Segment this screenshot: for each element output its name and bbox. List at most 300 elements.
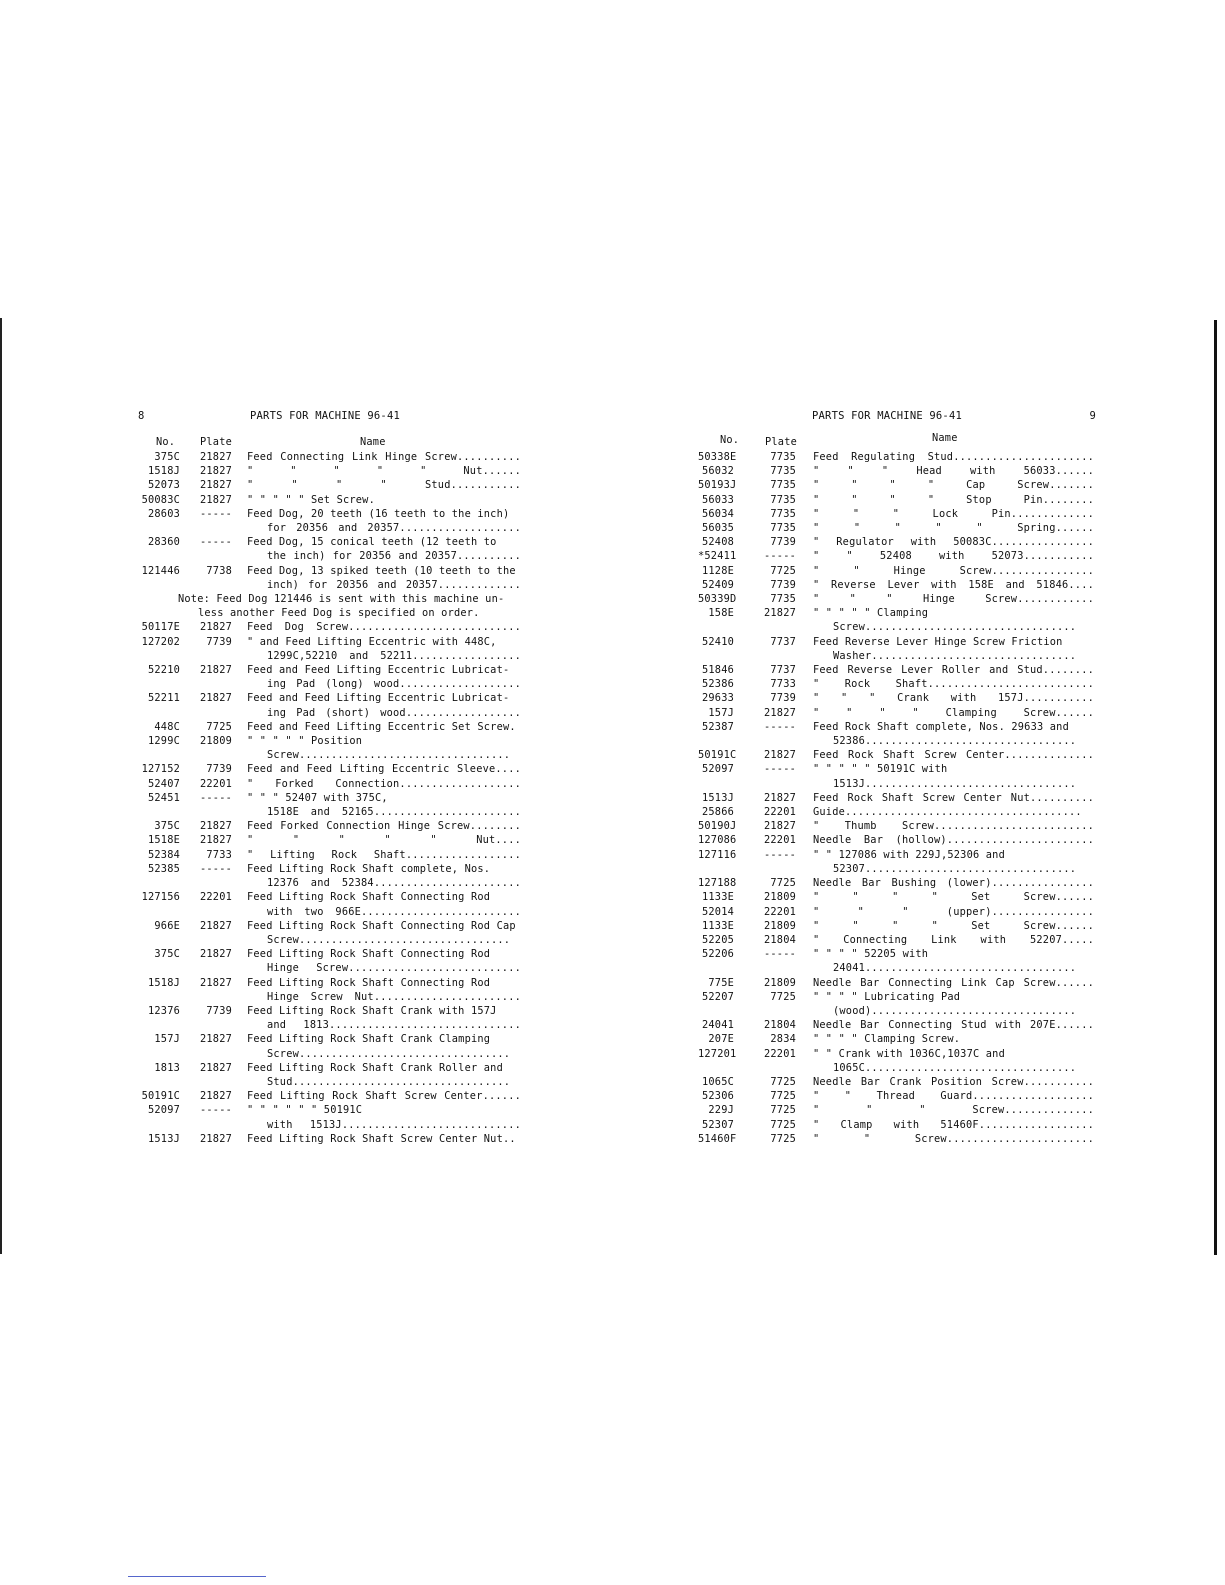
table-row [698, 976, 1096, 990]
table-row [698, 819, 1096, 833]
table-row [138, 1103, 523, 1117]
part-name: " Lifting Rock Shaft.................. [247, 848, 521, 861]
part-name: Needle Bar Connecting Stud with 207E...... [813, 1019, 1094, 1032]
part-number [138, 805, 180, 819]
table-row [138, 976, 523, 990]
part-name: Screw................................. [267, 933, 511, 946]
table-row [698, 606, 1096, 620]
part-name: Washer................................ [833, 649, 1077, 662]
plate-number: 22201 [764, 1047, 796, 1060]
plate-number: 21827 [200, 1033, 232, 1046]
page-title: PARTS FOR MACHINE 96-41 [250, 410, 400, 422]
table-row [138, 620, 523, 634]
part-number: 52385 [148, 862, 180, 875]
part-number: 52210 [148, 664, 180, 677]
part-name: " " " " Clamping Screw...... [813, 706, 1094, 719]
part-number: 127116 [698, 848, 737, 861]
table-row [138, 478, 523, 492]
part-name: Feed Rock Shaft complete, Nos. 29633 and [813, 720, 1069, 733]
table-row [138, 720, 523, 734]
plate-number: 21827 [764, 820, 796, 833]
part-name: " " 127086 with 229J,52306 and [813, 848, 1005, 861]
part-name: " " " Head with 56033...... [813, 465, 1094, 478]
plate-number: 7737 [770, 635, 796, 648]
plate-number: 21827 [200, 834, 232, 847]
table-row [138, 1089, 523, 1103]
part-number: 56033 [702, 493, 734, 506]
page-edge-right [1214, 320, 1217, 1255]
left-page [138, 410, 523, 1146]
table-row-continuation [138, 876, 523, 890]
plate-number [180, 748, 232, 762]
part-name: Feed and Feed Lifting Eccentric Set Screw. [247, 720, 516, 733]
table-row [138, 819, 523, 833]
part-number [698, 649, 734, 663]
table-row [698, 663, 1096, 677]
part-number: 375C [154, 451, 180, 463]
plate-number: 21827 [200, 1132, 232, 1145]
table-row-continuation [698, 649, 1096, 663]
table-row [698, 947, 1096, 961]
part-name: 52307................................. [833, 862, 1077, 875]
part-number: 127086 [698, 834, 737, 847]
part-number [138, 961, 180, 975]
table-row [698, 507, 1096, 521]
part-name: Feed Lifting Rock Shaft Connecting Rod [247, 891, 491, 904]
table-row-continuation [138, 578, 523, 592]
plate-number: 21809 [200, 735, 232, 748]
part-name: " " " " " Clamping [813, 607, 929, 620]
part-name: with 1513J............................ [267, 1118, 521, 1131]
table-row [138, 535, 523, 549]
part-name: " Forked Connection................... [247, 777, 521, 790]
part-name: " " " " Clamping Screw. [813, 1033, 961, 1046]
part-number [138, 933, 180, 947]
part-number: 52451 [148, 791, 180, 804]
col-header-no: No. [720, 434, 740, 446]
plate-number: 7725 [770, 1132, 796, 1145]
part-name: " " " " " Nut...... [247, 465, 521, 478]
plate-number: 7739 [770, 536, 796, 549]
table-row [698, 1118, 1096, 1132]
table-row [698, 1047, 1096, 1061]
part-name: 24041................................. [833, 962, 1077, 975]
part-number: 52407 [148, 777, 180, 790]
col-header-plate: Plate [200, 436, 232, 448]
part-name: Feed Dog, 15 conical teeth (12 teeth to [247, 536, 497, 549]
plate-number: 7733 [770, 678, 796, 691]
part-number [698, 1061, 734, 1075]
table-row [698, 464, 1096, 478]
table-row [138, 691, 523, 705]
part-name: " Clamp with 51460F.................. [813, 1118, 1094, 1131]
part-number: 448C [154, 720, 180, 733]
part-number: 1065C [702, 1075, 734, 1088]
part-name: 1065C................................. [833, 1061, 1077, 1074]
table-row [698, 762, 1096, 776]
plate-number: 7735 [770, 493, 796, 506]
part-name: Feed Lifting Rock Shaft Crank Roller and [247, 1061, 503, 1074]
plate-number: 7739 [770, 692, 796, 705]
part-name: for 20356 and 20357................... [267, 522, 521, 535]
table-row [138, 564, 523, 578]
plate-number: 21827 [200, 976, 232, 989]
plate-number: 7735 [770, 451, 796, 463]
plate-number: 22201 [764, 834, 796, 847]
table-row-continuation [138, 748, 523, 762]
plate-number [180, 961, 232, 975]
part-name: Feed Reverse Lever Roller and Stud........ [813, 664, 1094, 677]
part-name: Feed Lifting Rock Shaft complete, Nos. [247, 862, 491, 875]
part-number: 52073 [148, 479, 180, 492]
table-row [698, 1032, 1096, 1046]
plate-number: 21804 [764, 933, 796, 946]
plate-number: ----- [200, 791, 232, 804]
plate-number [180, 549, 232, 563]
part-name: " " " " Cap Screw....... [813, 479, 1094, 492]
plate-number [180, 677, 232, 691]
part-name: Feed and Feed Lifting Eccentric Sleeve.... [247, 763, 521, 776]
part-number: 375C [154, 820, 180, 833]
table-row [138, 762, 523, 776]
col-header-name: Name [932, 432, 958, 444]
part-name: " " " " " 50191C with [813, 763, 948, 776]
part-name: " " " 52407 with 375C, [247, 791, 388, 804]
table-row-continuation [138, 990, 523, 1004]
plate-number [734, 734, 796, 748]
part-name: Feed Dog, 13 spiked teeth (10 teeth to the [247, 564, 516, 577]
table-row [698, 521, 1096, 535]
plate-number: ----- [200, 1104, 232, 1117]
part-name: Screw................................. [833, 621, 1077, 634]
table-row-continuation [138, 805, 523, 819]
plate-number: 21827 [200, 664, 232, 677]
plate-number: 21827 [764, 749, 796, 762]
part-name: " " " " " Nut.... [247, 834, 521, 847]
table-row [698, 706, 1096, 720]
table-row-continuation [698, 777, 1096, 791]
note-line: Note: Feed Dog 121446 is sent with this machine un- [178, 593, 505, 606]
table-row [138, 862, 523, 876]
part-number: 12376 [148, 1004, 180, 1017]
plate-number: 21827 [764, 706, 796, 719]
part-name: " " " " " " 50191C [247, 1104, 363, 1117]
part-number: 50338E [698, 451, 737, 463]
part-name: 1513J................................. [833, 777, 1077, 790]
table-row [698, 564, 1096, 578]
part-number: 52387 [702, 720, 734, 733]
part-number: 52409 [702, 578, 734, 591]
plate-number [180, 706, 232, 720]
part-number [138, 876, 180, 890]
plate-number: 7735 [770, 522, 796, 535]
table-row [698, 450, 1096, 464]
part-number [138, 578, 180, 592]
part-number: 52014 [702, 905, 734, 918]
part-number: 52306 [702, 1090, 734, 1103]
part-number [698, 734, 734, 748]
table-row [138, 1032, 523, 1046]
part-name: " " " " Set Screw...... [813, 919, 1094, 932]
part-number [698, 1004, 734, 1018]
part-name: Feed and Feed Lifting Eccentric Lubricat- [247, 692, 510, 705]
plate-number: 21827 [200, 479, 232, 492]
part-number [698, 961, 734, 975]
table-row [138, 464, 523, 478]
part-name: ing Pad (long) wood................... [267, 678, 521, 691]
part-name: Feed Lifting Rock Shaft Crank with 157J [247, 1004, 497, 1017]
plate-number [180, 1075, 232, 1089]
table-row [698, 905, 1096, 919]
table-row-continuation [698, 961, 1096, 975]
part-name: " " " " Stop Pin........ [813, 493, 1094, 506]
part-number: 25866 [702, 806, 734, 819]
plate-number: 7725 [770, 1090, 796, 1103]
plate-number: 21827 [200, 1090, 232, 1103]
plate-number: 21827 [200, 948, 232, 961]
part-name: " and Feed Lifting Eccentric with 448C, [247, 635, 497, 648]
part-name: Feed Lifting Rock Shaft Screw Center...... [247, 1090, 521, 1103]
plate-number [180, 1047, 232, 1061]
plate-number: 21827 [200, 919, 232, 932]
part-name: 1518E and 52165....................... [267, 806, 521, 819]
part-name: Needle Bar Crank Position Screw........... [813, 1075, 1094, 1088]
plate-number: 7725 [770, 564, 796, 577]
part-number: 52386 [702, 678, 734, 691]
part-number [698, 862, 734, 876]
part-name: Feed Reverse Lever Hinge Screw Friction [813, 635, 1063, 648]
part-name: Feed Lifting Rock Shaft Connecting Rod Cap [247, 919, 516, 932]
table-row [698, 478, 1096, 492]
part-number [138, 748, 180, 762]
part-name: " Reverse Lever with 158E and 51846.... [813, 578, 1094, 591]
table-row [698, 748, 1096, 762]
part-number: 1518J [148, 976, 180, 989]
table-row [698, 592, 1096, 606]
part-name: Feed Lifting Rock Shaft Crank Clamping [247, 1033, 491, 1046]
part-name: " " " Lock Pin............. [813, 507, 1094, 520]
plate-number: 7735 [770, 465, 796, 478]
table-row [698, 876, 1096, 890]
part-name: Feed Lifting Rock Shaft Connecting Rod [247, 948, 491, 961]
part-name: " " " Crank with 157J........... [813, 692, 1094, 705]
part-number: 966E [154, 919, 180, 932]
table-row [138, 1004, 523, 1018]
part-name: Feed Forked Connection Hinge Screw........ [247, 820, 521, 833]
table-row-continuation [138, 521, 523, 535]
table-row [138, 947, 523, 961]
table-row-continuation [138, 961, 523, 975]
plate-number: 7725 [770, 877, 796, 890]
part-number [138, 1047, 180, 1061]
part-number: 127201 [698, 1047, 737, 1060]
table-row-continuation [138, 1118, 523, 1132]
part-name: Feed Rock Shaft Screw Center Nut.......... [813, 791, 1094, 804]
part-number: 50190J [698, 820, 737, 833]
part-number: 50191C [141, 1090, 180, 1103]
part-name: Feed Dog Screw........................... [247, 621, 521, 634]
note-line: less another Feed Dog is specified on order. [198, 607, 480, 620]
part-name: ing Pad (short) wood.................. [267, 706, 521, 719]
plate-number: 21827 [200, 493, 232, 506]
part-number: 375C [154, 948, 180, 961]
part-number: 56034 [702, 507, 734, 520]
part-name: Hinge Screw........................... [267, 962, 521, 975]
plate-number: 22201 [764, 905, 796, 918]
part-number [138, 649, 180, 663]
part-name: " " 52408 with 52073........... [813, 550, 1094, 563]
note [138, 592, 523, 620]
table-row-continuation [698, 1061, 1096, 1075]
table-row-continuation [698, 862, 1096, 876]
part-name: " " " Screw.............. [813, 1104, 1094, 1117]
part-name: " " " " " Position [247, 735, 363, 748]
part-name: Screw................................. [267, 1047, 511, 1060]
table-row [698, 1075, 1096, 1089]
table-row [698, 1089, 1096, 1103]
part-number: 50193J [698, 479, 737, 492]
part-name: " Regulator with 50083C................ [813, 536, 1094, 549]
part-number: 157J [154, 1033, 180, 1046]
page-edge-left [0, 318, 2, 1254]
table-row [138, 663, 523, 677]
plate-number [180, 578, 232, 592]
plate-number: 7739 [206, 635, 232, 648]
plate-number: 21827 [764, 791, 796, 804]
table-row-continuation [698, 1004, 1096, 1018]
plate-number: 7739 [770, 578, 796, 591]
plate-number: 7735 [770, 507, 796, 520]
plate-number: ----- [764, 763, 796, 776]
plate-number: 21804 [764, 1019, 796, 1032]
part-number: 52206 [702, 948, 734, 961]
part-number: 51846 [702, 664, 734, 677]
part-name: Feed Connecting Link Hinge Screw.......... [247, 451, 521, 463]
part-number: 1813 [154, 1061, 180, 1074]
part-number: 229J [708, 1104, 734, 1117]
part-name: Feed Regulating Stud...................... [813, 451, 1094, 463]
table-row [698, 691, 1096, 705]
plate-number: 21827 [200, 1061, 232, 1074]
plate-number: 7733 [206, 848, 232, 861]
plate-number [180, 521, 232, 535]
part-name: " " " " " Set Screw. [247, 493, 375, 506]
table-row [698, 933, 1096, 947]
part-number: 50117E [141, 621, 180, 634]
plate-number: 21809 [764, 976, 796, 989]
table-row-continuation [138, 905, 523, 919]
part-number: 51460F [698, 1132, 737, 1145]
parts-list [698, 450, 1096, 1146]
plate-number [180, 1018, 232, 1032]
table-row [138, 635, 523, 649]
part-number: 52408 [702, 536, 734, 549]
part-name: Guide..................................... [813, 806, 1082, 819]
plate-number: 7739 [206, 1004, 232, 1017]
part-name: Hinge Screw Nut....................... [267, 990, 521, 1003]
part-number: 28360 [148, 536, 180, 549]
plate-number [180, 805, 232, 819]
part-name: " " " Hinge Screw............ [813, 593, 1094, 606]
part-number [698, 777, 734, 791]
plate-number: 7725 [206, 720, 232, 733]
table-row-continuation [138, 1047, 523, 1061]
part-number [138, 677, 180, 691]
table-row [698, 549, 1096, 563]
part-name: the inch) for 20356 and 20357.......... [267, 550, 521, 563]
plate-number: 21827 [200, 465, 232, 478]
plate-number [734, 620, 796, 634]
part-name: " " " (upper)................ [813, 905, 1094, 918]
part-name: Feed Dog, 20 teeth (16 teeth to the inch) [247, 507, 510, 520]
parts-list [138, 620, 523, 1146]
part-number [138, 990, 180, 1004]
part-name: " " Screw....................... [813, 1132, 1094, 1145]
plate-number: ----- [200, 507, 232, 520]
plate-number: ----- [764, 550, 796, 563]
table-row [138, 1061, 523, 1075]
part-number [698, 620, 734, 634]
part-number: *52411 [698, 550, 737, 563]
table-row [698, 1018, 1096, 1032]
table-row [698, 848, 1096, 862]
part-name: inch) for 20356 and 20357............. [267, 578, 521, 591]
table-row [698, 1103, 1096, 1117]
part-number: 127156 [141, 891, 180, 904]
plate-number [180, 905, 232, 919]
column-headers [138, 436, 523, 450]
part-number: 127202 [141, 635, 180, 648]
column-headers [698, 432, 1096, 450]
plate-number: 7737 [770, 664, 796, 677]
plate-number: 21827 [200, 692, 232, 705]
part-number: 158E [708, 607, 734, 620]
table-row [698, 1132, 1096, 1146]
part-number: 775E [708, 976, 734, 989]
table-row [138, 507, 523, 521]
part-name: " Connecting Link with 52207..... [813, 933, 1094, 946]
table-row [138, 1132, 523, 1146]
table-row [138, 777, 523, 791]
table-row [698, 493, 1096, 507]
table-row-continuation [138, 706, 523, 720]
plate-number: 21827 [200, 820, 232, 833]
part-name: " " " " Lubricating Pad [813, 990, 961, 1003]
plate-number: 7735 [770, 593, 796, 606]
part-number: 29633 [702, 692, 734, 705]
part-number [138, 1075, 180, 1089]
plate-number: 21827 [764, 607, 796, 620]
part-name: " " " " Set Screw...... [813, 891, 1094, 904]
plate-number [180, 933, 232, 947]
table-row [138, 791, 523, 805]
part-number: 52384 [148, 848, 180, 861]
table-row [138, 450, 523, 464]
plate-number: 21827 [200, 621, 232, 634]
part-name: Screw................................. [267, 749, 511, 762]
table-row-continuation [138, 1018, 523, 1032]
part-number: 56035 [702, 522, 734, 535]
part-number [138, 905, 180, 919]
table-row [698, 990, 1096, 1004]
plate-number [734, 1004, 796, 1018]
plate-number: 7725 [770, 990, 796, 1003]
part-name: Feed Lifting Rock Shaft Connecting Rod [247, 976, 491, 989]
plate-number: 7739 [206, 763, 232, 776]
part-number: 207E [708, 1033, 734, 1046]
plate-number [734, 961, 796, 975]
part-name: with two 966E......................... [267, 905, 521, 918]
